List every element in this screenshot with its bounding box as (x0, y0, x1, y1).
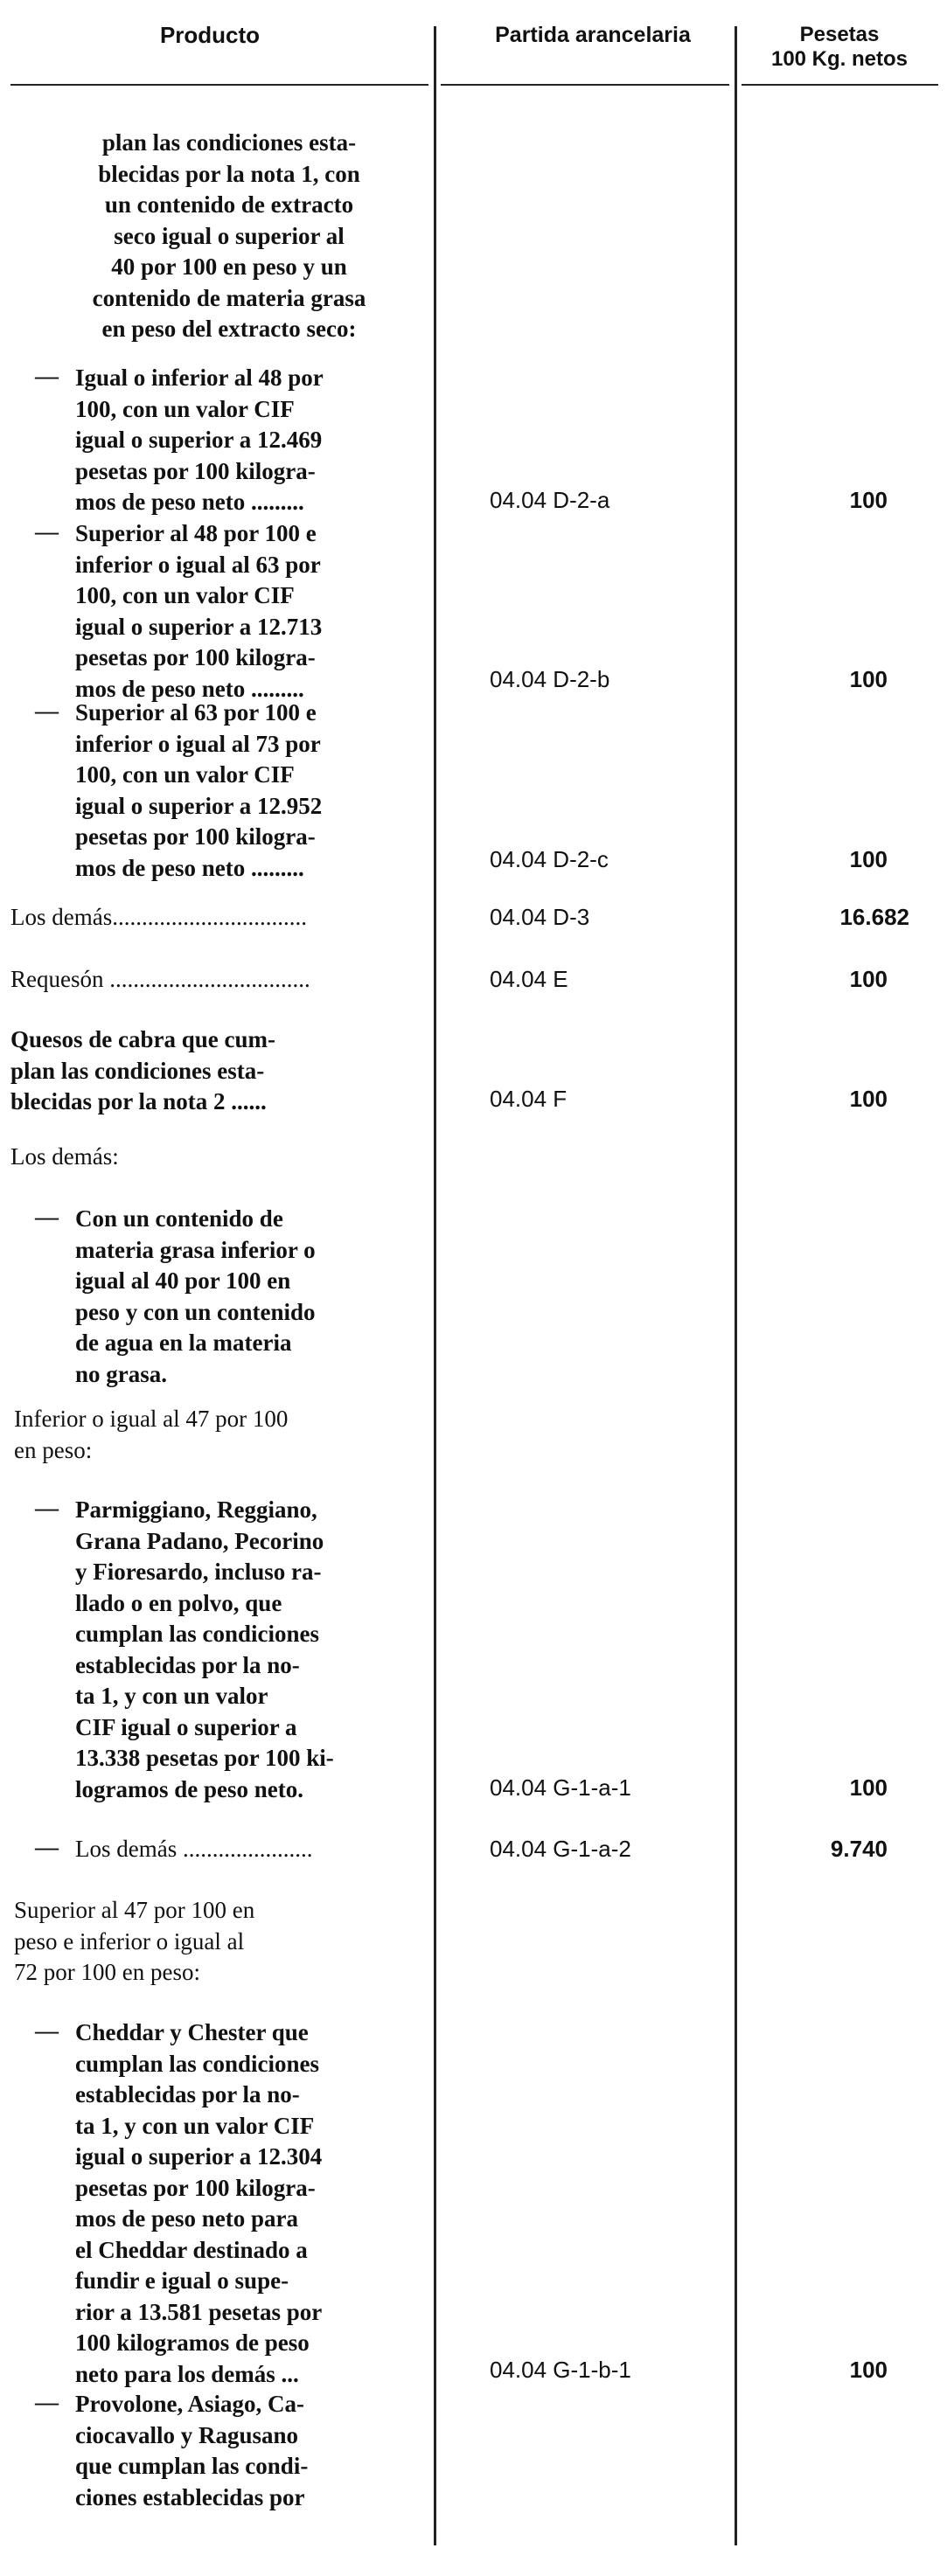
item-f-value: 100 (849, 1086, 888, 1112)
item-d2b-value: 100 (849, 666, 888, 692)
item-d2b-text: Superior al 48 por 100 e inferior o igual al 63 por 100, con un valor CIF igual o superior a 12.713 pesetas por 100 kilogra- mos de peso neto ......... (75, 520, 323, 702)
item-g1a1-value: 100 (849, 1774, 888, 1801)
item-g-heading: Los demás: (10, 1143, 119, 1170)
dash-g: — (35, 1204, 59, 1230)
item-g1a2-text: Los demás ...................... (75, 1836, 313, 1862)
item-d3-code: 04.04 D-3 (490, 904, 590, 930)
dash-d2c: — (35, 698, 59, 724)
dash-g1a2: — (35, 1834, 59, 1860)
item-e-code: 04.04 E (490, 966, 568, 992)
column-divider-right (735, 26, 737, 2545)
header-pesetas (743, 23, 936, 72)
item-d2a-value: 100 (849, 487, 888, 513)
item-d2a-code: 04.04 D-2-a (490, 487, 610, 513)
header-pesetas-line1: Pesetas (799, 23, 880, 46)
column-divider-left (434, 26, 436, 2545)
item-g1a1-text: Parmiggiano, Reggiano, Grana Padano, Pecorino y Fioresardo, incluso ra- llado o en polvo, que cumplan las condiciones establecidas por la no- ta 1, y con un valor CIF igual o superior a 13.338 pesetas por 100 ki- logramos de peso neto. (75, 1496, 334, 1802)
item-e-value: 100 (849, 966, 888, 992)
dash-d2a: — (35, 363, 59, 389)
item-g1a2-value: 9.740 (830, 1836, 888, 1862)
item-e-text: Requesón .................................. (10, 966, 310, 992)
header-rule-partida (441, 84, 729, 86)
header-rule-pesetas (742, 84, 938, 86)
header-rule-producto (10, 84, 428, 86)
item-d2c-code: 04.04 D-2-c (490, 846, 609, 872)
item-d3-text: Los demás................................. (10, 904, 307, 930)
item-g1b-heading: Superior al 47 por 100 en peso e inferior o igual al 72 por 100 en peso: (14, 1897, 255, 1985)
item-f-code: 04.04 F (490, 1086, 568, 1112)
item-f-text: Quesos de cabra que cum- plan las condiciones esta- blecidas por la nota 2 ...... (10, 1026, 275, 1114)
item-g1a1-code: 04.04 G-1-a-1 (490, 1774, 631, 1801)
item-g1b1-text: Cheddar y Chester que cumplan las condiciones establecidas por la no- ta 1, y con un valor CIF igual o superior a 12.304 pesetas por 100 kilogra- mos de peso neto para el Cheddar destinado a fundir e igual o supe- rior a 13.581 pesetas por 100 kilogramos de peso neto para los demás ... (75, 2019, 323, 2387)
header-pesetas-line2: 100 Kg. netos (770, 47, 909, 71)
item-g1b1-code: 04.04 G-1-b-1 (490, 2357, 631, 2383)
header-partida: Partida arancelaria (495, 23, 691, 47)
item-g1a2-code: 04.04 G-1-a-2 (490, 1836, 631, 1862)
item-g1b2-text: Provolone, Asiago, Ca- ciocavallo y Ragusano que cumplan las condi- ciones establecidas por (75, 2391, 309, 2510)
item-g1a-heading: Inferior o igual al 47 por 100 en peso: (14, 1406, 289, 1463)
item-d2b-code: 04.04 D-2-b (490, 666, 610, 692)
item-d2c-value: 100 (849, 846, 888, 872)
item-d2c-text: Superior al 63 por 100 e inferior o igual al 73 por 100, con un valor CIF igual o superior a 12.952 pesetas por 100 kilogra- mos de peso neto ......... (75, 699, 323, 881)
item-g1b1-value: 100 (849, 2357, 888, 2383)
dash-g1a1: — (35, 1495, 59, 1521)
dash-d2b: — (35, 518, 59, 545)
intro-text: plan las condiciones esta- blecidas por la nota 1, con un contenido de extracto seco igual o superior al 40 por 100 en peso y un contenido de materia grasa en peso del extracto seco: (92, 129, 366, 342)
item-d2a-text: Igual o inferior al 48 por 100, con un valor CIF igual o superior a 12.469 pesetas por 100 kilogra- mos de peso neto ......... (75, 365, 324, 515)
header-producto: Producto (159, 22, 261, 48)
item-d3-value: 16.682 (839, 904, 909, 930)
item-g-dash-text: Con un contenido de materia grasa inferior o igual al 40 por 100 en peso y con un contenido de agua en la materia no grasa. (75, 1205, 316, 1387)
dash-g1b2: — (35, 2389, 59, 2415)
dash-g1b1: — (35, 2017, 59, 2044)
